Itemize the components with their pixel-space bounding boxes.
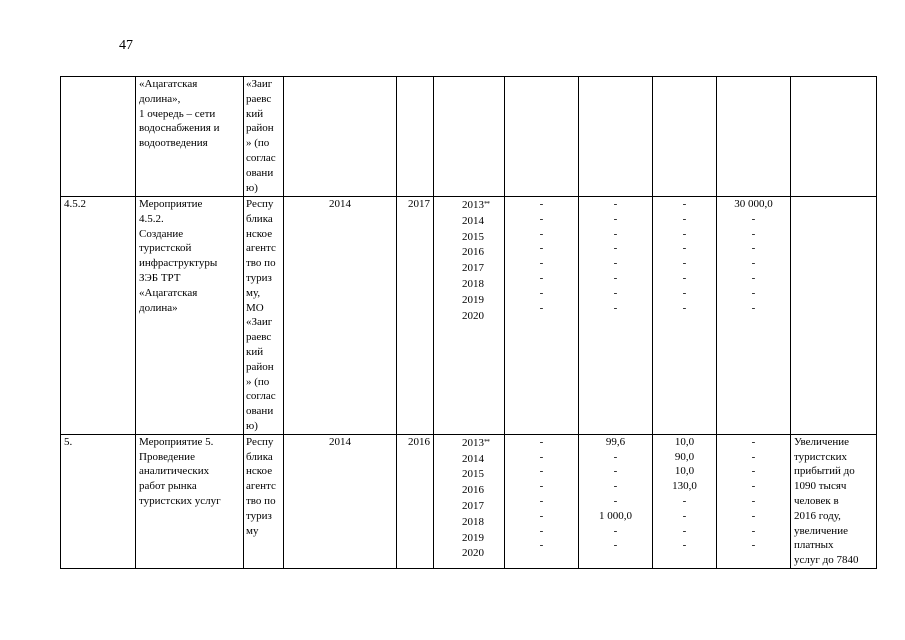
funding-col-9-line: - — [751, 286, 756, 299]
event-name-line: работ рынка — [139, 480, 197, 493]
year-line — [437, 466, 501, 482]
expected-result — [791, 77, 877, 197]
funding-col-6-line: - — [539, 198, 544, 210]
executor-line: «Заиг — [246, 78, 273, 90]
funding-col-6-line: - — [539, 509, 544, 522]
funding-col-6-line: - — [539, 494, 544, 507]
executor-line: кий — [246, 345, 264, 358]
event-name-line: туристских услуг — [139, 494, 221, 507]
funding-col-8-line: - — [682, 257, 687, 270]
funding-col-8 — [653, 434, 717, 568]
funding-col-8-line: - — [682, 286, 687, 299]
funding-col-9-line: - — [751, 242, 756, 255]
funding-col-9-line: - — [751, 524, 756, 537]
executor-line: туриз — [246, 509, 272, 522]
year-line — [437, 482, 501, 498]
executor-line: район — [246, 122, 274, 135]
funding-col-9-line: - — [751, 480, 756, 493]
table-row — [61, 77, 877, 197]
funding-col-6-line: - — [539, 539, 544, 552]
executor-line: ю) — [246, 181, 258, 194]
event-name-line: инфраструктуры — [139, 257, 218, 270]
funding-col-8-line: - — [682, 198, 687, 210]
expected-result-line: платных — [794, 539, 834, 552]
funding-col-6-line: - — [539, 301, 544, 314]
year-value: 2018 — [462, 277, 484, 290]
start-year: 2014 — [284, 197, 397, 435]
funding-col-6-line: - — [539, 524, 544, 537]
year-line — [437, 229, 501, 245]
year-value: 2013 — [462, 199, 484, 211]
funding-col-9 — [717, 197, 791, 435]
executor-line: туриз — [246, 271, 272, 284]
page-number: 47 — [119, 38, 133, 53]
funding-col-9-line: - — [751, 257, 756, 270]
funding-col-7-line: - — [613, 257, 618, 270]
funding-col-8 — [653, 197, 717, 435]
funding-col-7-line: - — [613, 242, 618, 255]
funding-col-7-line: 1 000,0 — [599, 509, 632, 522]
funding-col-8-line: - — [682, 524, 687, 537]
executor-line: кий — [246, 107, 264, 120]
executor-line: блика — [246, 212, 273, 225]
funding-col-7-line: - — [613, 465, 618, 478]
end-year — [397, 77, 434, 197]
expected-result-line: 1090 тысяч — [794, 480, 847, 493]
year-line — [437, 308, 501, 324]
year-value: 2019 — [462, 293, 484, 306]
start-year: 2014 — [284, 434, 397, 568]
executor-line: му, — [246, 286, 261, 299]
executor-line: соглас — [246, 390, 276, 403]
year-line — [437, 292, 501, 308]
funding-col-7-line: - — [613, 301, 618, 314]
funding-col-9-line: - — [751, 271, 756, 284]
year-value: 2018 — [462, 515, 484, 528]
year-value: 2020 — [462, 547, 484, 560]
expected-result-line: 2016 году, — [794, 509, 841, 522]
event-name-line: ЗЭБ ТРТ — [139, 271, 181, 284]
expected-result-line: Увеличение — [794, 435, 850, 448]
funding-col-6-line: - — [539, 435, 544, 448]
measures-table — [60, 76, 877, 569]
years-list — [434, 77, 505, 197]
funding-col-8-line: - — [682, 271, 687, 284]
funding-col-9-line: 30 000,0 — [734, 198, 773, 210]
year-value: 2013 — [462, 436, 484, 449]
year-value: 2014 — [462, 214, 484, 227]
event-name-line: водоснабжения и — [139, 122, 220, 135]
executor-line: агентс — [246, 480, 276, 493]
year-line — [437, 514, 501, 530]
executor-line: тво по — [246, 494, 276, 507]
year-value: 2020 — [462, 309, 484, 322]
years-list — [434, 434, 505, 568]
year-footnote-mark: ** — [484, 200, 489, 208]
year-value: 2016 — [462, 246, 484, 259]
event-name — [136, 434, 244, 568]
year-value: 2015 — [462, 468, 484, 481]
funding-col-9 — [717, 434, 791, 568]
years-list — [434, 197, 505, 435]
funding-col-9-line: - — [751, 494, 756, 507]
event-name-line: 4.5.2. — [139, 212, 164, 225]
year-line — [437, 530, 501, 546]
year-value: 2016 — [462, 484, 484, 497]
event-name-line: туристской — [139, 242, 192, 255]
year-line — [437, 545, 501, 561]
funding-col-9-line: - — [751, 227, 756, 240]
funding-col-8-line: - — [682, 212, 687, 225]
year-line — [437, 498, 501, 514]
year-footnote-mark: ** — [484, 437, 489, 446]
event-name-line: Создание — [139, 227, 184, 240]
executor — [244, 77, 284, 197]
funding-col-9-line: - — [751, 212, 756, 225]
table-row — [61, 434, 877, 568]
event-name-line: Мероприятие 5. — [139, 435, 214, 448]
row-number: 4.5.2 — [61, 197, 136, 435]
executor-line: блика — [246, 450, 273, 463]
expected-result-line: прибытий до — [794, 465, 855, 478]
funding-col-6-line: - — [539, 286, 544, 299]
funding-col-8-line: - — [682, 509, 687, 522]
year-value: 2014 — [462, 452, 484, 465]
executor-line: Респу — [246, 435, 274, 448]
funding-col-7-line: - — [613, 450, 618, 463]
funding-col-8 — [653, 77, 717, 197]
event-name-line: водоотведения — [139, 137, 208, 150]
funding-col-8-line: 130,0 — [672, 480, 697, 493]
executor-line: нское — [246, 465, 273, 478]
year-value: 2017 — [462, 499, 484, 512]
funding-col-7-line: 99,6 — [605, 435, 626, 448]
funding-col-6-line: - — [539, 227, 544, 240]
funding-col-6-line: - — [539, 242, 544, 255]
funding-col-9-line: - — [751, 539, 756, 552]
executor-line: «Заиг — [246, 316, 273, 329]
executor-line: соглас — [246, 151, 276, 164]
funding-col-7-line: - — [613, 286, 618, 299]
event-name — [136, 197, 244, 435]
funding-col-8-line: - — [682, 227, 687, 240]
funding-col-8-line: - — [682, 242, 687, 255]
executor-line: МО — [246, 301, 264, 314]
funding-col-8-line: - — [682, 301, 687, 314]
executor-line: агентс — [246, 242, 276, 255]
funding-col-9-line: - — [751, 509, 756, 522]
funding-col-7-line: - — [613, 227, 618, 240]
row-number — [61, 77, 136, 197]
executor-line: район — [246, 360, 274, 373]
executor-line: тво по — [246, 257, 276, 270]
year-value: 2019 — [462, 531, 484, 544]
event-name-line: Мероприятие — [139, 198, 203, 210]
event-name-line: «Ацагатская — [139, 286, 198, 299]
expected-result — [791, 434, 877, 568]
year-line — [437, 435, 501, 451]
year-line — [437, 244, 501, 260]
executor-line: овани — [246, 166, 274, 179]
start-year — [284, 77, 397, 197]
funding-col-6-line: - — [539, 257, 544, 270]
funding-col-7-line: - — [613, 198, 618, 210]
year-line — [437, 213, 501, 229]
funding-col-8-line: - — [682, 539, 687, 552]
funding-col-6 — [505, 197, 579, 435]
funding-col-9-line: - — [751, 435, 756, 448]
executor-line: нское — [246, 227, 273, 240]
funding-col-9-line: - — [751, 301, 756, 314]
year-line — [437, 197, 501, 213]
expected-result-line: человек в — [794, 494, 839, 507]
funding-col-8-line: - — [682, 494, 687, 507]
expected-result — [791, 197, 877, 435]
funding-col-7 — [579, 197, 653, 435]
funding-col-7-line: - — [613, 524, 618, 537]
funding-col-8-line: 10,0 — [674, 435, 695, 448]
expected-result-line: услуг до 7840 — [794, 554, 859, 567]
event-name-line: Проведение — [139, 450, 195, 463]
funding-col-7-line: - — [613, 480, 618, 493]
funding-col-9-line: - — [751, 465, 756, 478]
year-line — [437, 451, 501, 467]
funding-col-7-line: - — [613, 271, 618, 284]
funding-col-7 — [579, 434, 653, 568]
expected-result-line: увеличение — [794, 524, 848, 537]
expected-result-line: туристских — [794, 450, 847, 463]
table-row — [61, 197, 877, 435]
funding-col-7-line: - — [613, 539, 618, 552]
executor-line: » (по — [246, 137, 270, 150]
row-number: 5. — [61, 434, 136, 568]
funding-col-9 — [717, 77, 791, 197]
funding-col-6-line: - — [539, 450, 544, 463]
funding-col-6-line: - — [539, 465, 544, 478]
year-value: 2017 — [462, 262, 484, 275]
executor-line: Респу — [246, 198, 274, 210]
funding-col-7-line: - — [613, 212, 618, 225]
year-line — [437, 260, 501, 276]
executor-line: овани — [246, 405, 274, 418]
executor-line: му — [246, 524, 259, 537]
end-year: 2016 — [397, 434, 434, 568]
table-body — [61, 77, 877, 569]
funding-col-6-line: - — [539, 480, 544, 493]
event-name-line: аналитических — [139, 465, 210, 478]
executor-line: » (по — [246, 375, 270, 388]
executor-line: раевс — [246, 92, 272, 105]
funding-col-6 — [505, 77, 579, 197]
funding-col-7-line: - — [613, 494, 618, 507]
year-value: 2015 — [462, 230, 484, 243]
year-line — [437, 276, 501, 292]
executor — [244, 434, 284, 568]
funding-col-6-line: - — [539, 212, 544, 225]
funding-col-7 — [579, 77, 653, 197]
funding-col-6-line: - — [539, 271, 544, 284]
funding-col-6 — [505, 434, 579, 568]
event-name-line: долина» — [139, 301, 178, 314]
funding-col-8-line: 10,0 — [674, 465, 695, 478]
end-year: 2017 — [397, 197, 434, 435]
event-name — [136, 77, 244, 197]
executor-line: ю) — [246, 419, 258, 432]
funding-col-9-line: - — [751, 450, 756, 463]
event-name-line: долина», — [139, 92, 181, 105]
event-name-line: 1 очередь – сети — [139, 107, 216, 120]
funding-col-8-line: 90,0 — [674, 450, 695, 463]
executor — [244, 197, 284, 435]
event-name-line: «Ацагатская — [139, 78, 198, 90]
executor-line: раевс — [246, 331, 272, 344]
